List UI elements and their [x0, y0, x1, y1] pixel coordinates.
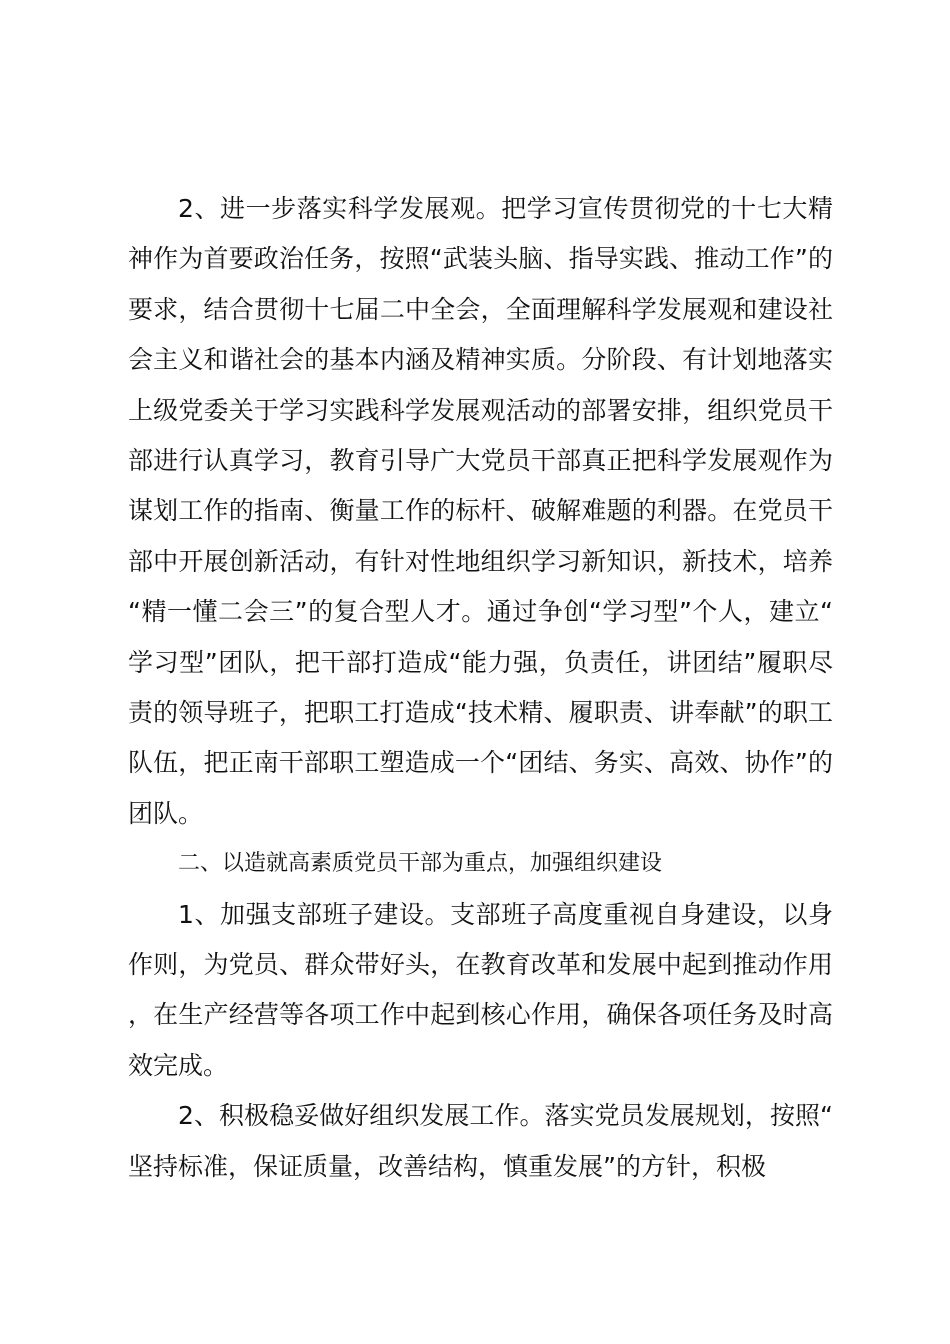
section-heading-organization: 二、以造就高素质党员干部为重点，加强组织建设 — [178, 851, 663, 877]
document-body — [128, 184, 833, 1192]
paragraph-branch-leadership: 1、加强支部班子建设。支部班子高度重视自身建设，以身作则，为党员、群众带好头，在教育改革和发展中起到推动作用，在生产经营等各项工作中起到核心作用，确保各项任务及时高效完成。 — [128, 899, 833, 1080]
paragraph-party-development: 2、积极稳妥做好组织发展工作。落实党员发展规划，按照“坚持标准，保证质量，改善结构，慎重发展”的方针，积极 — [128, 1101, 833, 1181]
paragraph-science-development: 2、进一步落实科学发展观。把学习宣传贯彻党的十七大精神作为首要政治任务，按照“武装头脑、指导实践、推动工作”的要求，结合贯彻十七届二中全会，全面理解科学发展观和建设社会主义和谐社会的基本内涵及精神实质。分阶段、有计划地落实上级党委关于学习实践科学发展观活动的部署安排，组织党员干部进行认真学习，教育引导广大党员干部真正把科学发展观作为谋划工作的指南、衡量工作的标杆、破解难题的利器。在党员干部中开展创新活动，有针对性地组织学习新知识，新技术，培养“精一懂二会三”的复合型人才。通过争创“学习型”个人，建立“学习型”团队，把干部打造成“能力强，负责任，讲团结”履职尽责的领导班子，把职工打造成“技术精、履职责、讲奉献”的职工队伍，把正南干部职工塑造成一个“团结、务实、高效、协作”的团队。 — [128, 194, 833, 828]
